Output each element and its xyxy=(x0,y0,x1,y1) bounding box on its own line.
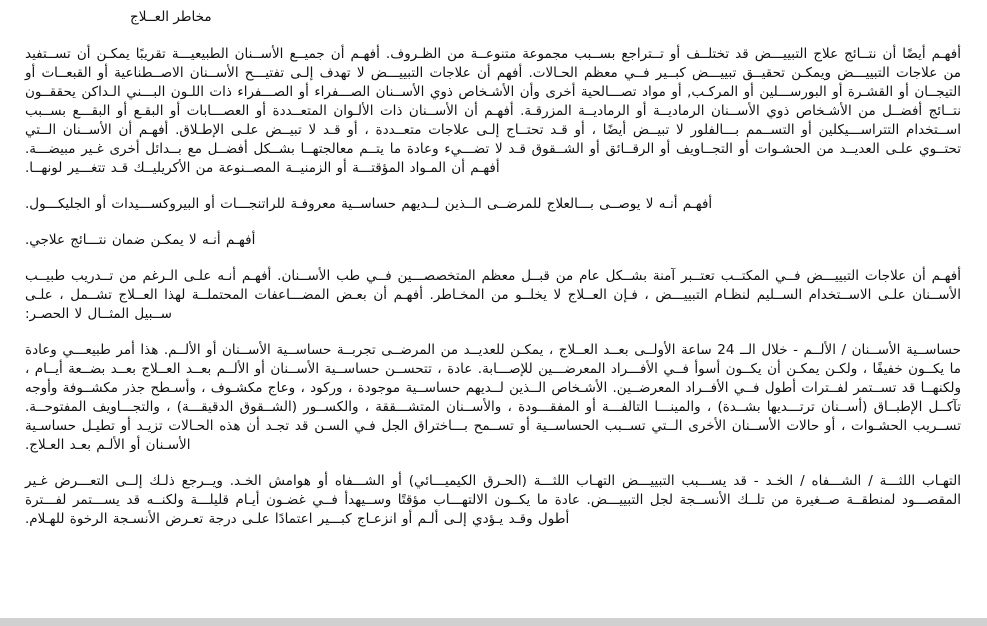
paragraph-no-guarantee: أفهـم أنـه لا يمكـن ضمان نتـــائج علاجي. xyxy=(25,232,256,248)
paragraph-gum-inflammation: التهـاب اللثـــة / الشـــفاه / الخـد - قد يســـبب التبييـــض التهـاب اللثـــة (الحـرق الكيميـــائي) أو الشـــفاه أو هوامش الخـد. ويــرجع ذلـك إلــى التعـــرض غـير المقصـــود لمنطقــة صــغيرة من تلــك الأنســجة لجل التبييـــض. عادة ما يكــون الالتهـــاب مؤقتًا وســيهدأ فــي غضـون أيـام قليلـــة ولكنــه قد يســـتمر لفـــترة أطول وقـد يـؤدي إلـى ألـم أو انزعـاج كبـــير اعتمادًا علـى درجة تعـرض الأنسـجة الرخوة للهـلام. xyxy=(25,473,961,527)
paragraph-tooth-sensitivity: حساســية الأســنان / الألــم - خلال الــ 24 ساعة الأولــى بعــد العــلاج ، يمكـن للعديــد من المرضــى تجربــة حساســية الأســنان أو الألــم. هذا أمر طبيعـــي وعادة ما يكــون خفيفًا ، ولكـن يمكـن أن يكــون أسوأ فــي الأفـــراد المعرضـــين للإصـــابة. عادة ، تتحســن حساســية الأســنان أو الألــم بعــد العــلاج بعــد بضــعة أيــام ، ولكنهــا قد تســتمر لفــترات أطول فــي الأفــراد المعرضــين. الأشـخاص الــذين لــديهم حساســية موجودة ، وركود ، وعاج مكشـوف ، وأسـطح جذر مكشــوفة وأوجه تآكــل الإطبــاق (أســنان ترتـــديها بشــدة) ، والمينـــا التالفـــة أو المفقـــودة ، والأســنان المتشـــققة ، والكســور (الشــقوق الدقيقـــة) ، والتجـــاويف المفتوحــة. تســريب الحشـوات ، أو حالات الأســنان الأخرى الــتي تســبب الحساســية أو تســمح بـــاختراق الجل فـي السـن قد تجـد أن هذه الحـالات تزيـد أو تطيـل حساسـية الأسـنان أو الألـم بعـد العـلاج. xyxy=(25,342,961,453)
paragraph-whitening-results: أفهـم أيضًا أن نتــائج علاج التبييـــض قد تختلــف أو تــتراجع بســبب مجموعة متنوعــة من الظـروف. أفهـم أن جميــع الأســنان الطبيعيـــة تقريبًا يمكـن أن تســتفيد من علاجات التبييـــض ويمكـن تحقيــق تبييـــض كبــير فــي معظم الحـالات. أفهم أن علاجات التبييـــض لا تهدف إلـى تفتيـــح الأســنان الاصــطناعية أو القبعــات أو التيجــان أو القشـرة أو البورســـلين أو المركـب, أو مواد تصـــالحية أخرى وأن الأشـخاص ذوي الأســنان الصـــفراء أو الصـــفراء ذات اللـون البـــني الـداكن يحققــون نتــائج أفضــل من الأشـخاص ذوي الأســنان الرماديــة أو الرماديــة المزرقـة. أفهـم أن الأســنان ذات الألـوان المتعــددة أو العصـــابات أو البقـع أو البقـــع بســبب اســتخدام التتراســـيكلين أو التســمم بـــالفلور لا تبيــض أيضًا ، أو قـد تحتــاج إلـى علاجات متعــددة ، أو قـد لا تبيــض علـى الإطـلاق. أفهـم أن الأســنان الــتي تحتــوي علـى العديــد من الحشـوات أو التجــاويف أو الرقــائق أو الشــقوق قـد لا تضـــيء وعادة ما يتــم معالجتهــا بشــكل أفضــل مع بــدائل أخرى غـير مبيضـــة. أفهـم أن المـواد المؤقتـــة أو الزمنيــة المصــنوعة من الأكريليــك قـد تتغـــير لونهــا. xyxy=(25,46,961,176)
paragraph-allergy-warning: أفهـم أنـه لا يوصــى بـــالعلاج للمرضــى الــذين لــديهم حساســية معروفـة للراتنجـــات أو البيروكســـيدات أو الجليكـــول. xyxy=(25,196,713,212)
page-bottom-edge xyxy=(0,618,987,626)
document-title: مخاطر العــلاج xyxy=(130,9,212,25)
paragraph-risks-intro: أفهـم أن علاجات التبييـــض فــي المكتــب تعتــبر آمنة بشــكل عام من قبــل معظم المتخصصـــين فــي طب الأســنان. أفهـم أنـه علـى الـرغم من تــدريب طبيــب الأســنان علـى الاســتخدام الســليم لنظـام التبييـــض ، فـإن العــلاج لا يخلــو من المخـاطر. أفهـم أن بعـض المضـــاعفات المحتملــة لهذا العــلاج تشــمل ، علـى ســبيل المثــال لا الحصـر: xyxy=(25,268,961,322)
